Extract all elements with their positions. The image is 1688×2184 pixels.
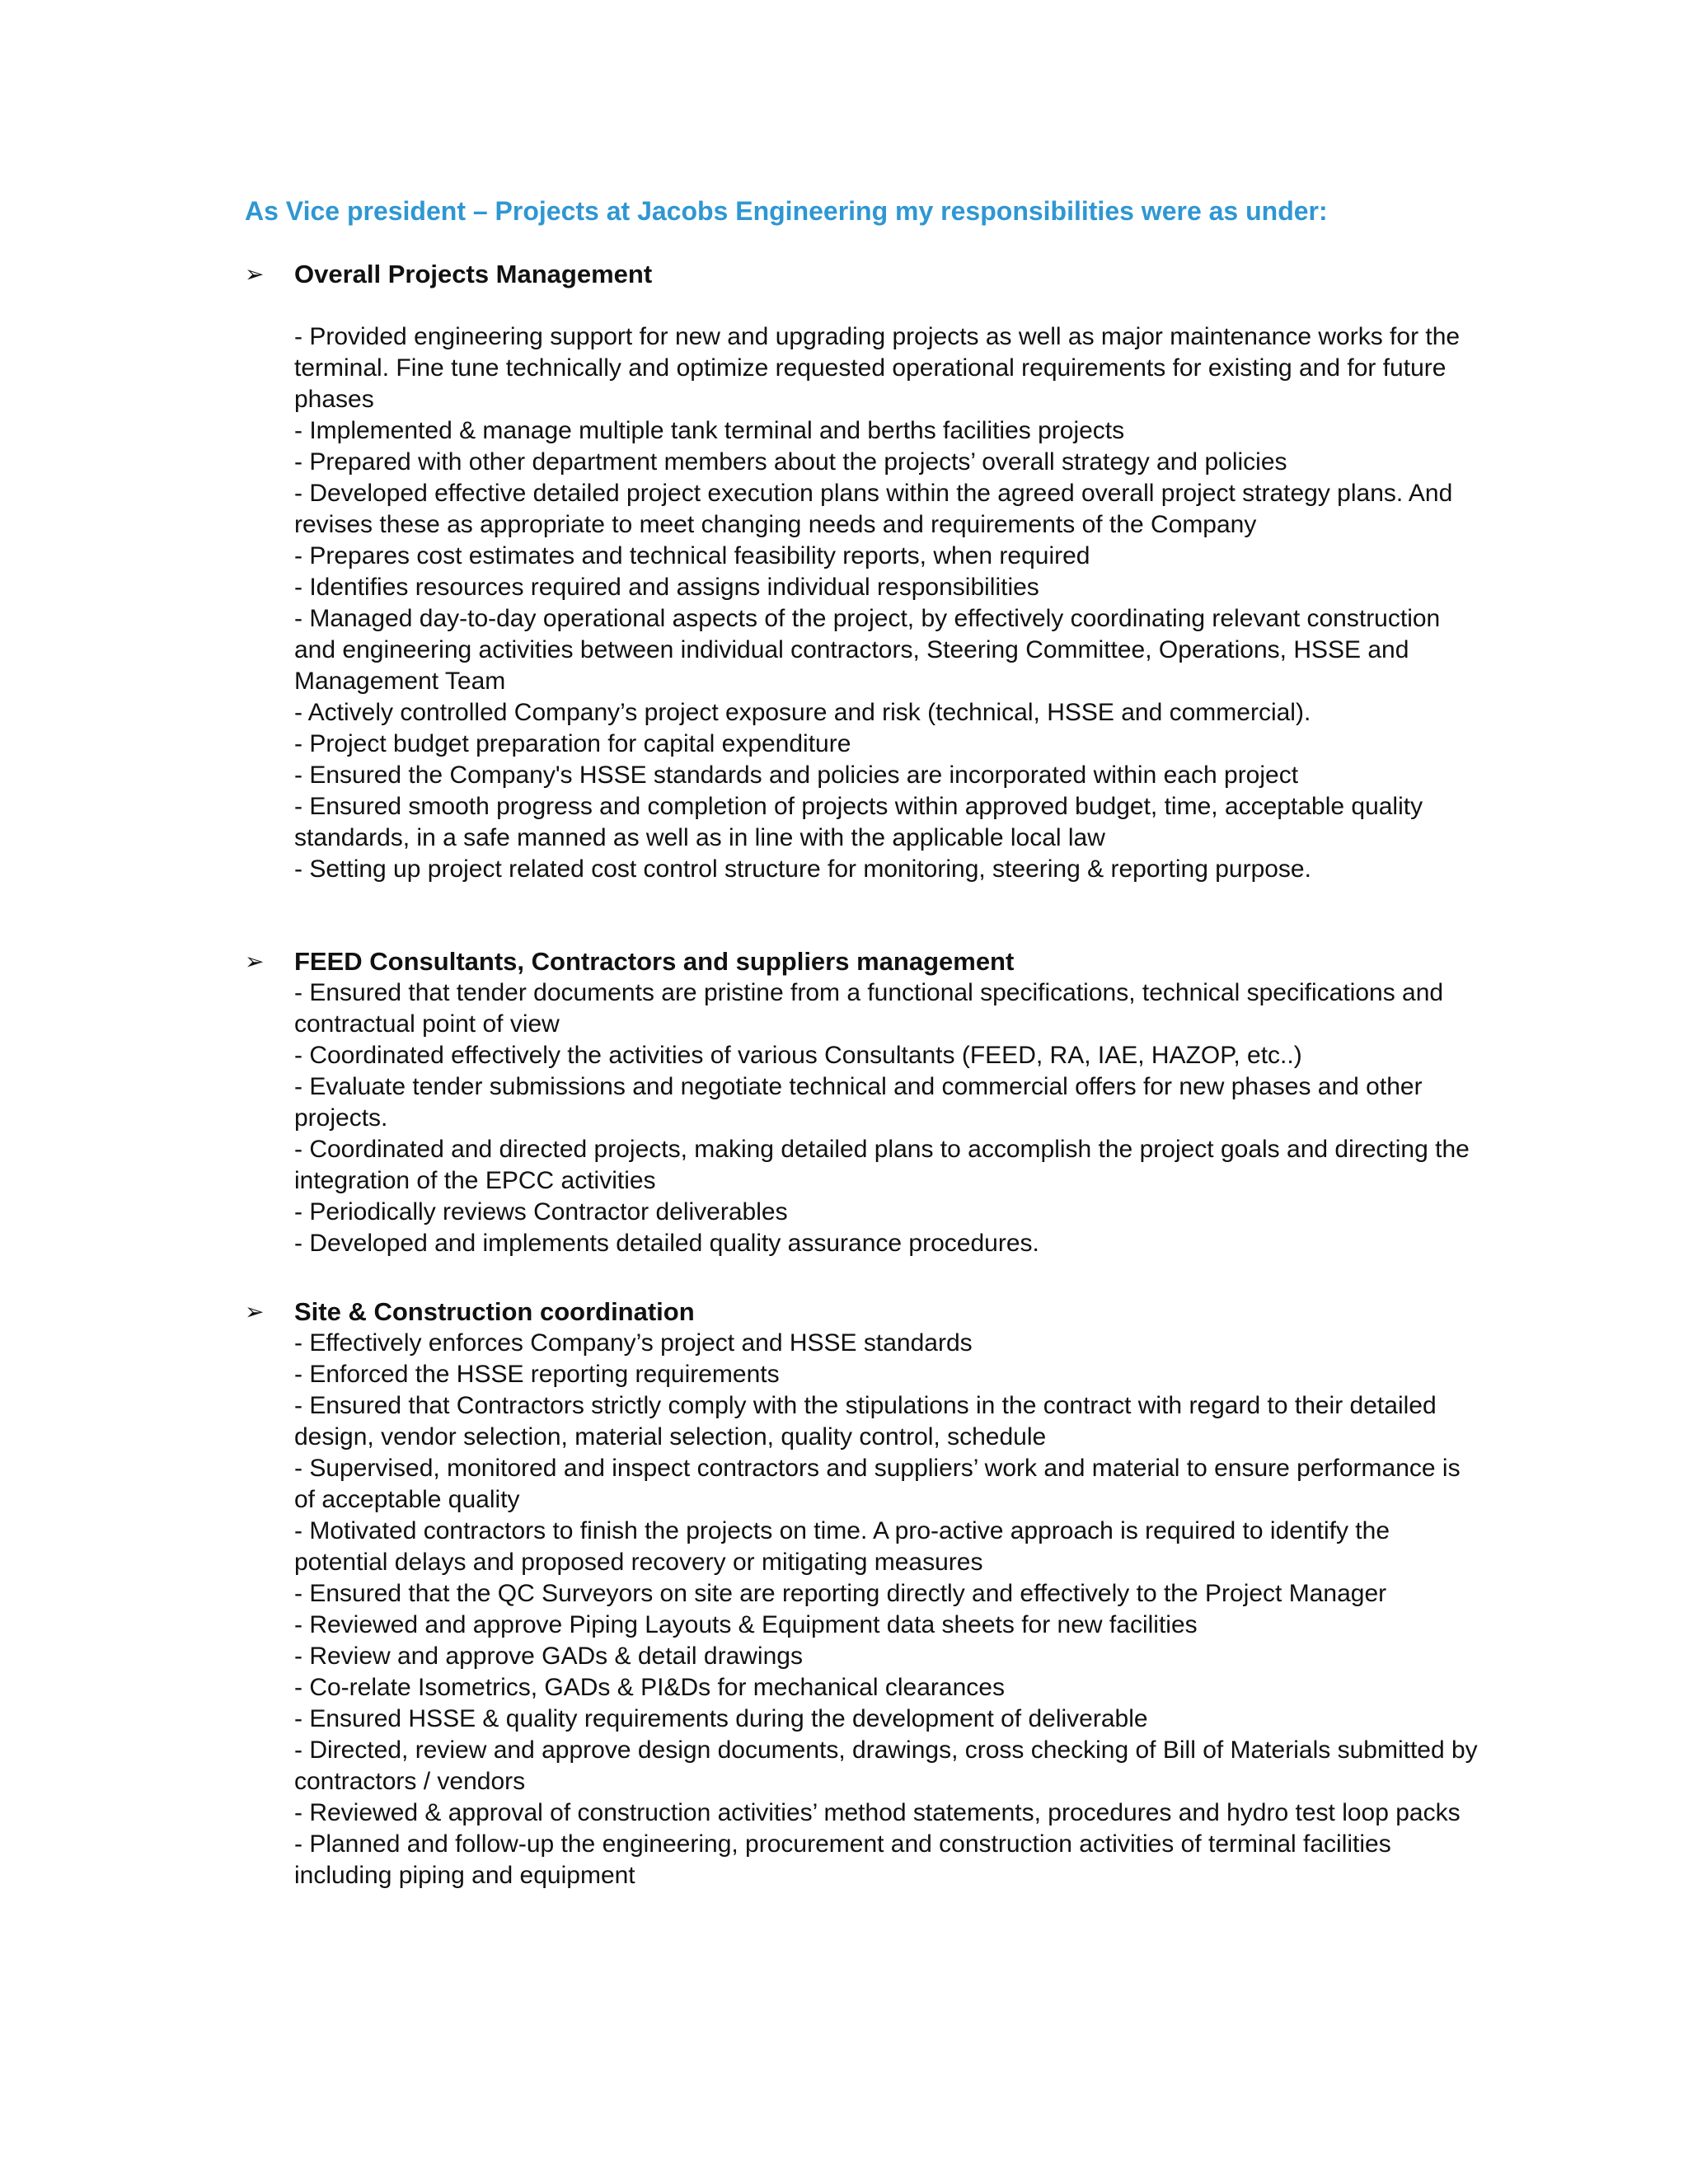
arrow-bullet-icon: ➢ xyxy=(245,261,265,287)
section-header xyxy=(245,259,1481,290)
list-item: - Co-relate Isometrics, GADs & PI&Ds for mechanical clearances xyxy=(294,1674,1005,1701)
list-item: - Actively controlled Company’s project exposure and risk (technical, HSSE and commercial). xyxy=(294,699,1311,726)
list-item: - Developed effective detailed project execution plans within the agreed overall project strategy plans. And revises these as appropriate to meet changing needs and requirements of the Company xyxy=(294,480,1453,538)
section-title: Site & Construction coordination xyxy=(294,1297,695,1326)
list-item: - Evaluate tender submissions and negotiate technical and commercial offers for new phases and other projects. xyxy=(294,1073,1423,1132)
list-item: - Ensured the Company's HSSE standards and policies are incorporated within each project xyxy=(294,762,1299,789)
section-items xyxy=(294,1328,1481,1891)
list-item: - Ensured HSSE & quality requirements during the development of deliverable xyxy=(294,1705,1148,1732)
list-item: - Coordinated and directed projects, making detailed plans to accomplish the project goals and directing the integration of the EPCC activities xyxy=(294,1136,1470,1194)
section-feed-consultants xyxy=(245,946,1481,1259)
list-item: - Ensured that Contractors strictly comply with the stipulations in the contract with regard to their detailed design, vendor selection, material selection, quality control, schedule xyxy=(294,1392,1437,1451)
list-item: - Managed day-to-day operational aspects of the project, by effectively coordinating relevant construction and engineering activities between individual contractors, Steering Committee, Operations, HSSE and Management Team xyxy=(294,605,1441,695)
list-item: - Periodically reviews Contractor deliverables xyxy=(294,1198,788,1226)
section-header xyxy=(245,1296,1481,1328)
section-title: Overall Projects Management xyxy=(294,260,653,288)
section-items xyxy=(294,321,1481,885)
list-item: - Identifies resources required and assigns individual responsibilities xyxy=(294,574,1039,601)
list-item: - Prepares cost estimates and technical feasibility reports, when required xyxy=(294,542,1090,569)
list-item: - Setting up project related cost control structure for monitoring, steering & reporting purpose. xyxy=(294,855,1311,883)
list-item: - Planned and follow-up the engineering, procurement and construction activities of terminal facilities including piping and equipment xyxy=(294,1830,1391,1889)
section-overall-projects-management xyxy=(245,259,1481,885)
list-item: - Enforced the HSSE reporting requirements xyxy=(294,1361,780,1388)
list-item: - Provided engineering support for new and upgrading projects as well as major maintenance works for the terminal. Fine tune technically and optimize requested operational requirements for existing and for future phases xyxy=(294,323,1461,413)
list-item: - Directed, review and approve design documents, drawings, cross checking of Bill of Materials submitted by contractors / vendors xyxy=(294,1736,1478,1795)
list-item: - Ensured that the QC Surveyors on site are reporting directly and effectively to the Project Manager xyxy=(294,1580,1387,1607)
section-title: FEED Consultants, Contractors and suppliers management xyxy=(294,947,1015,976)
list-item: - Reviewed & approval of construction activities’ method statements, procedures and hydro test loop packs xyxy=(294,1799,1461,1826)
list-item: - Coordinated effectively the activities of various Consultants (FEED, RA, IAE, HAZOP, etc..) xyxy=(294,1042,1302,1069)
list-item: - Review and approve GADs & detail drawings xyxy=(294,1643,803,1670)
list-item: - Project budget preparation for capital expenditure xyxy=(294,730,851,757)
section-header xyxy=(245,946,1481,977)
list-item: - Ensured that tender documents are pristine from a functional specifications, technical specifications and contractual point of view xyxy=(294,979,1444,1038)
list-item: - Implemented & manage multiple tank terminal and berths facilities projects xyxy=(294,417,1125,444)
list-item: - Developed and implements detailed quality assurance procedures. xyxy=(294,1230,1039,1257)
section-items xyxy=(294,977,1481,1259)
arrow-bullet-icon: ➢ xyxy=(245,949,265,974)
list-item: - Ensured smooth progress and completion of projects within approved budget, time, acceptable quality standards, in a safe manned as well as in line with the applicable local law xyxy=(294,793,1423,851)
list-item: - Motivated contractors to finish the projects on time. A pro-active approach is required to identify the potential delays and proposed recovery or mitigating measures xyxy=(294,1517,1390,1576)
list-item: - Supervised, monitored and inspect contractors and suppliers’ work and material to ensure performance is of acceptable quality xyxy=(294,1455,1461,1513)
list-item: - Prepared with other department members about the projects’ overall strategy and policies xyxy=(294,448,1287,476)
list-item: - Effectively enforces Company’s project and HSSE standards xyxy=(294,1329,973,1357)
page-heading: As Vice president – Projects at Jacobs Engineering my responsibilities were as under: xyxy=(245,196,1328,226)
list-item: - Reviewed and approve Piping Layouts & Equipment data sheets for new facilities xyxy=(294,1611,1198,1638)
section-site-construction-coordination xyxy=(245,1296,1481,1891)
arrow-bullet-icon: ➢ xyxy=(245,1299,265,1324)
